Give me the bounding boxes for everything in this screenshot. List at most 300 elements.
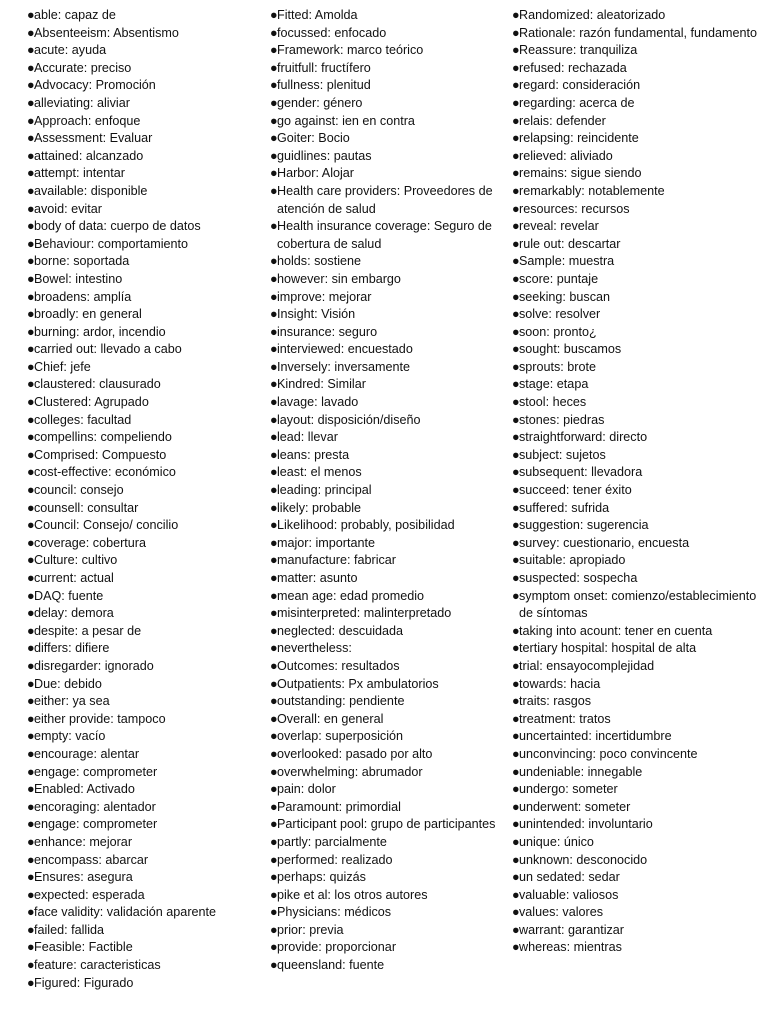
entry-text: Approach: enfoque <box>34 113 141 128</box>
glossary-entry <box>512 693 764 711</box>
glossary-entry <box>27 834 259 852</box>
glossary-entry <box>512 482 764 500</box>
glossary-entry <box>27 658 259 676</box>
bullet-glyph: ● <box>270 746 278 761</box>
bullet-glyph: ● <box>512 940 520 955</box>
entry-text: Ensures: asegura <box>34 870 133 885</box>
entry-text: insurance: seguro <box>277 324 378 339</box>
glossary-entry <box>27 852 259 870</box>
entry-text: Paramount: primordial <box>277 799 401 814</box>
bullet-glyph: ● <box>512 271 520 286</box>
entry-text: Insight: Visión <box>277 307 356 322</box>
glossary-entry <box>27 887 259 905</box>
bullet-glyph: ● <box>512 571 520 585</box>
glossary-entry <box>512 165 764 183</box>
bullet-glyph: ● <box>512 131 520 146</box>
bullet-glyph: ● <box>512 746 520 761</box>
glossary-entry <box>27 816 259 834</box>
entry-text: Council: Consejo/ concilio <box>34 518 179 533</box>
bullet-glyph: ● <box>270 694 278 709</box>
entry-text: refused: rechazada <box>519 60 627 75</box>
bullet-glyph: ● <box>270 465 278 480</box>
bullet-glyph: ● <box>270 43 278 58</box>
entry-text: cost-effective: económico <box>34 465 176 480</box>
entry-text: rule out: descartar <box>519 236 621 251</box>
entry-text: Inversely: inversamente <box>277 359 410 374</box>
bullet-glyph: ● <box>512 711 520 726</box>
bullet-glyph: ● <box>270 817 278 832</box>
entry-text: empty: vacío <box>34 729 106 744</box>
entry-text: focussed: enfocado <box>277 25 387 40</box>
bullet-glyph: ● <box>512 887 520 902</box>
bullet-glyph: ● <box>27 359 35 374</box>
entry-text: unconvincing: poco convincente <box>519 746 698 761</box>
entry-text: undergo: someter <box>519 782 618 797</box>
glossary-entry <box>27 60 259 78</box>
entry-text: broadens: amplía <box>34 289 132 304</box>
glossary-entry <box>512 640 764 658</box>
glossary-entry <box>27 148 259 166</box>
entry-text: Goiter: Bocio <box>277 131 350 146</box>
entry-text: enhance: mejorar <box>34 834 133 849</box>
glossary-entry <box>512 570 764 588</box>
glossary-entry <box>270 658 506 676</box>
glossary-entry <box>270 799 506 817</box>
bullet-glyph: ● <box>27 201 35 216</box>
glossary-entry <box>270 60 506 78</box>
bullet-glyph: ● <box>512 447 520 462</box>
entry-text: uncertainted: incertidumbre <box>519 729 672 744</box>
bullet-glyph: ● <box>512 148 520 163</box>
glossary-entry <box>512 781 764 799</box>
bullet-glyph: ● <box>27 958 35 973</box>
bullet-glyph: ● <box>270 412 278 427</box>
bullet-glyph: ● <box>512 764 520 779</box>
glossary-entry <box>27 464 259 482</box>
bullet-glyph: ● <box>512 395 520 410</box>
bullet-glyph: ● <box>512 553 520 568</box>
entry-text: mean age: edad promedio <box>277 588 425 603</box>
entry-text: carried out: llevado a cabo <box>34 342 182 357</box>
glossary-entry <box>270 447 506 465</box>
entry-text: reveal: revelar <box>519 219 599 234</box>
glossary-entry <box>270 693 506 711</box>
entry-text: perhaps: quizás <box>277 870 366 885</box>
entry-text: manufacture: fabricar <box>277 553 396 568</box>
entry-text: relieved: aliviado <box>519 148 613 163</box>
bullet-glyph: ● <box>270 606 278 621</box>
bullet-glyph: ● <box>270 60 278 75</box>
entry-text: compellins: compeliendo <box>34 430 172 445</box>
entry-text: Clustered: Agrupado <box>34 395 149 410</box>
entry-text: matter: asunto <box>277 571 358 585</box>
bullet-glyph: ● <box>270 940 278 955</box>
entry-text: council: consejo <box>34 483 124 498</box>
entry-text: Likelihood: probably, posibilidad <box>277 518 455 533</box>
bullet-glyph: ● <box>512 95 520 110</box>
entry-text: Culture: cultivo <box>34 553 118 568</box>
bullet-glyph: ● <box>270 922 278 937</box>
entry-text: traits: rasgos <box>519 694 592 709</box>
bullet-glyph: ● <box>270 799 278 814</box>
glossary-entry <box>270 552 506 570</box>
entry-text: coverage: cobertura <box>34 535 147 550</box>
bullet-glyph: ● <box>270 377 278 392</box>
entry-text: Bowel: intestino <box>34 271 123 286</box>
glossary-entry <box>270 588 506 606</box>
bullet-glyph: ● <box>27 870 35 885</box>
entry-text: overwhelming: abrumador <box>277 764 423 779</box>
glossary-entry <box>27 957 259 975</box>
bullet-glyph: ● <box>512 658 520 673</box>
entry-text: un sedated: sedar <box>519 870 620 885</box>
entry-text: valuable: valiosos <box>519 887 619 902</box>
glossary-entry <box>270 623 506 641</box>
bullet-glyph: ● <box>512 922 520 937</box>
entry-text: Fitted: Amolda <box>277 8 358 22</box>
entry-text: lead: llevar <box>277 430 338 445</box>
bullet-glyph: ● <box>27 8 35 22</box>
bullet-glyph: ● <box>512 166 520 181</box>
glossary-entry <box>27 218 259 236</box>
glossary-entry <box>512 799 764 817</box>
entry-text: towards: hacia <box>519 676 601 691</box>
glossary-entry <box>27 324 259 342</box>
glossary-entry <box>27 623 259 641</box>
entry-text: regard: consideración <box>519 78 641 93</box>
glossary-entry <box>27 869 259 887</box>
glossary-entry <box>270 376 506 394</box>
entry-text: improve: mejorar <box>277 289 372 304</box>
entry-text: Assessment: Evaluar <box>34 131 153 146</box>
entry-text: holds: sostiene <box>277 254 362 269</box>
entry-text: pike et al: los otros autores <box>277 887 428 902</box>
glossary-entry <box>512 253 764 271</box>
bullet-glyph: ● <box>27 852 35 867</box>
entry-text: fruitfull: fructífero <box>277 60 371 75</box>
entry-text: trial: ensayocomplejidad <box>519 658 655 673</box>
entry-text: Sample: muestra <box>519 254 615 269</box>
bullet-glyph: ● <box>270 834 278 849</box>
bullet-glyph: ● <box>270 25 278 40</box>
bullet-glyph: ● <box>512 78 520 93</box>
glossary-entry <box>270 429 506 447</box>
glossary-entry <box>512 816 764 834</box>
entry-text: taking into acount: tener en cuenta <box>519 623 713 638</box>
entry-text: Rationale: razón fundamental, fundamento <box>519 25 758 40</box>
bullet-glyph: ● <box>270 623 278 638</box>
entry-text: leading: principal <box>277 483 372 498</box>
entry-text: remarkably: notablemente <box>519 183 665 198</box>
glossary-entry <box>270 359 506 377</box>
entry-text: either: ya sea <box>34 694 110 709</box>
bullet-glyph: ● <box>27 183 35 198</box>
entry-text: major: importante <box>277 535 375 550</box>
glossary-entry <box>27 130 259 148</box>
entry-text: gender: género <box>277 95 363 110</box>
glossary-entry <box>27 165 259 183</box>
glossary-entry <box>270 218 506 253</box>
entry-text: Enabled: Activado <box>34 782 135 797</box>
glossary-entry <box>270 113 506 131</box>
entry-text: delay: demora <box>34 606 114 621</box>
bullet-glyph: ● <box>270 658 278 673</box>
entry-text: Health care providers: Proveedores de atención de salud <box>277 183 493 216</box>
bullet-glyph: ● <box>270 958 278 973</box>
bullet-glyph: ● <box>270 571 278 585</box>
glossary-entry <box>512 746 764 764</box>
bullet-glyph: ● <box>270 905 278 920</box>
glossary-entry <box>512 324 764 342</box>
glossary-entry <box>270 640 506 658</box>
glossary-entry <box>27 77 259 95</box>
bullet-glyph: ● <box>270 271 278 286</box>
entry-text: misinterpreted: malinterpretado <box>277 606 452 621</box>
bullet-glyph: ● <box>512 518 520 533</box>
glossary-entry <box>512 130 764 148</box>
glossary-entry <box>270 781 506 799</box>
glossary-entry <box>270 183 506 218</box>
entry-text: symptom onset: comienzo/establecimiento de síntomas <box>519 588 757 621</box>
glossary-entry <box>270 289 506 307</box>
glossary-entry <box>512 376 764 394</box>
bullet-glyph: ● <box>27 430 35 445</box>
entry-text: differs: difiere <box>34 641 110 656</box>
glossary-entry <box>270 904 506 922</box>
entry-text: able: capaz de <box>34 8 116 22</box>
glossary-entry <box>27 764 259 782</box>
bullet-glyph: ● <box>270 641 278 656</box>
bullet-glyph: ● <box>27 764 35 779</box>
entry-text: tertiary hospital: hospital de alta <box>519 641 697 656</box>
bullet-glyph: ● <box>27 412 35 427</box>
bullet-glyph: ● <box>512 324 520 339</box>
entry-text: Randomized: aleatorizado <box>519 8 666 22</box>
entry-text: Accurate: preciso <box>34 60 132 75</box>
entry-text: Advocacy: Promoción <box>34 78 156 93</box>
bullet-glyph: ● <box>270 8 278 22</box>
glossary-entry <box>512 922 764 940</box>
glossary-entry <box>27 746 259 764</box>
glossary-entry <box>270 676 506 694</box>
bullet-glyph: ● <box>27 483 35 498</box>
entry-text: suspected: sospecha <box>519 571 638 585</box>
bullet-glyph: ● <box>27 78 35 93</box>
glossary-entry <box>270 253 506 271</box>
glossary-entry <box>27 640 259 658</box>
entry-text: Behaviour: comportamiento <box>34 236 189 251</box>
bullet-glyph: ● <box>512 799 520 814</box>
entry-text: colleges: facultad <box>34 412 132 427</box>
bullet-glyph: ● <box>27 113 35 128</box>
bullet-glyph: ● <box>512 25 520 40</box>
entry-text: interviewed: encuestado <box>277 342 413 357</box>
entry-text: regarding: acerca de <box>519 95 635 110</box>
entry-text: unintended: involuntario <box>519 817 653 832</box>
bullet-glyph: ● <box>270 78 278 93</box>
entry-text: encourage: alentar <box>34 746 140 761</box>
bullet-glyph: ● <box>27 43 35 58</box>
glossary-entry <box>512 77 764 95</box>
entry-text: provide: proporcionar <box>277 940 397 955</box>
glossary-entry <box>27 939 259 957</box>
bullet-glyph: ● <box>27 447 35 462</box>
bullet-glyph: ● <box>270 782 278 797</box>
entry-text: partly: parcialmente <box>277 834 387 849</box>
glossary-entry <box>270 605 506 623</box>
glossary-entry <box>512 412 764 430</box>
entry-text: available: disponible <box>34 183 148 198</box>
glossary-entry <box>512 711 764 729</box>
glossary-entry <box>512 60 764 78</box>
bullet-glyph: ● <box>270 729 278 744</box>
entry-text: alleviating: aliviar <box>34 95 130 110</box>
bullet-glyph: ● <box>512 623 520 638</box>
bullet-glyph: ● <box>270 95 278 110</box>
entry-text: resources: recursos <box>519 201 630 216</box>
entry-text: Reassure: tranquiliza <box>519 43 638 58</box>
entry-text: engage: comprometer <box>34 817 158 832</box>
entry-text: despite: a pesar de <box>34 623 142 638</box>
bullet-glyph: ● <box>512 852 520 867</box>
bullet-glyph: ● <box>270 852 278 867</box>
bullet-glyph: ● <box>270 764 278 779</box>
entry-text: subject: sujetos <box>519 447 606 462</box>
glossary-column-1 <box>27 7 259 992</box>
bullet-glyph: ● <box>27 658 35 673</box>
entry-text: lavage: lavado <box>277 395 359 410</box>
bullet-glyph: ● <box>270 518 278 533</box>
bullet-glyph: ● <box>270 483 278 498</box>
entry-text: Kindred: Similar <box>277 377 366 392</box>
entry-text: encoraging: alentador <box>34 799 156 814</box>
bullet-glyph: ● <box>512 483 520 498</box>
entry-text: either provide: tampoco <box>34 711 166 726</box>
entry-text: suffered: sufrida <box>519 500 610 515</box>
entry-text: survey: cuestionario, encuesta <box>519 535 690 550</box>
entry-text: score: puntaje <box>519 271 599 286</box>
entry-text: counsell: consultar <box>34 500 139 515</box>
glossary-entry <box>512 25 764 43</box>
bullet-glyph: ● <box>27 975 35 990</box>
entry-text: pain: dolor <box>277 782 336 797</box>
entry-text: current: actual <box>34 571 114 585</box>
entry-text: unknown: desconocido <box>519 852 648 867</box>
entry-text: nevertheless: <box>277 641 352 656</box>
glossary-entry <box>27 799 259 817</box>
glossary-entry <box>27 570 259 588</box>
entry-text: neglected: descuidada <box>277 623 404 638</box>
glossary-entry <box>270 922 506 940</box>
bullet-glyph: ● <box>512 465 520 480</box>
bullet-glyph: ● <box>512 412 520 427</box>
glossary-entry <box>270 711 506 729</box>
bullet-glyph: ● <box>512 289 520 304</box>
glossary-entry <box>27 271 259 289</box>
glossary-entry <box>27 25 259 43</box>
glossary-entry <box>270 887 506 905</box>
glossary-entry <box>27 289 259 307</box>
bullet-glyph: ● <box>512 43 520 58</box>
bullet-glyph: ● <box>27 307 35 322</box>
glossary-entry <box>27 429 259 447</box>
glossary-entry <box>512 676 764 694</box>
entry-text: warrant: garantizar <box>519 922 624 937</box>
glossary-entry <box>27 676 259 694</box>
entry-text: Chief: jefe <box>34 359 91 374</box>
glossary-entry <box>512 904 764 922</box>
bullet-glyph: ● <box>27 922 35 937</box>
entry-text: avoid: evitar <box>34 201 102 216</box>
entry-text: solve: resolver <box>519 307 601 322</box>
entry-text: prior: previa <box>277 922 344 937</box>
bullet-glyph: ● <box>270 395 278 410</box>
bullet-glyph: ● <box>27 465 35 480</box>
entry-text: Due: debido <box>34 676 102 691</box>
entry-text: engage: comprometer <box>34 764 158 779</box>
bullet-glyph: ● <box>27 588 35 603</box>
entry-text: Feasible: Factible <box>34 940 133 955</box>
bullet-glyph: ● <box>270 254 278 269</box>
bullet-glyph: ● <box>27 219 35 234</box>
glossary-entry <box>270 341 506 359</box>
bullet-glyph: ● <box>512 236 520 251</box>
glossary-entry <box>512 113 764 131</box>
glossary-entry <box>27 693 259 711</box>
glossary-entry <box>27 341 259 359</box>
bullet-glyph: ● <box>27 711 35 726</box>
bullet-glyph: ● <box>512 870 520 885</box>
glossary-entry <box>512 306 764 324</box>
glossary-entry <box>270 306 506 324</box>
entry-text: claustered: clausurado <box>34 377 161 392</box>
entry-text: soon: pronto¿ <box>519 324 597 339</box>
bullet-glyph: ● <box>512 905 520 920</box>
bullet-glyph: ● <box>512 113 520 128</box>
bullet-glyph: ● <box>270 359 278 374</box>
glossary-entry <box>27 482 259 500</box>
bullet-glyph: ● <box>512 834 520 849</box>
glossary-entry <box>512 218 764 236</box>
entry-text: sought: buscamos <box>519 342 622 357</box>
bullet-glyph: ● <box>270 588 278 603</box>
glossary-entry <box>512 289 764 307</box>
glossary-entry <box>270 957 506 975</box>
bullet-glyph: ● <box>512 782 520 797</box>
glossary-entry <box>512 764 764 782</box>
bullet-glyph: ● <box>27 799 35 814</box>
glossary-entry <box>512 658 764 676</box>
entry-text: succeed: tener éxito <box>519 483 632 498</box>
glossary-entry <box>27 552 259 570</box>
bullet-glyph: ● <box>270 887 278 902</box>
entry-text: DAQ: fuente <box>34 588 104 603</box>
bullet-glyph: ● <box>27 606 35 621</box>
bullet-glyph: ● <box>512 219 520 234</box>
glossary-entry <box>512 7 764 25</box>
glossary-entry <box>512 517 764 535</box>
entry-text: suitable: apropiado <box>519 553 626 568</box>
bullet-glyph: ● <box>27 887 35 902</box>
glossary-entry <box>27 975 259 993</box>
glossary-entry <box>512 201 764 219</box>
glossary-entry <box>27 359 259 377</box>
entry-text: remains: sigue siendo <box>519 166 642 181</box>
bullet-glyph: ● <box>512 694 520 709</box>
bullet-glyph: ● <box>270 535 278 550</box>
bullet-glyph: ● <box>270 307 278 322</box>
entry-text: Overall: en general <box>277 711 384 726</box>
